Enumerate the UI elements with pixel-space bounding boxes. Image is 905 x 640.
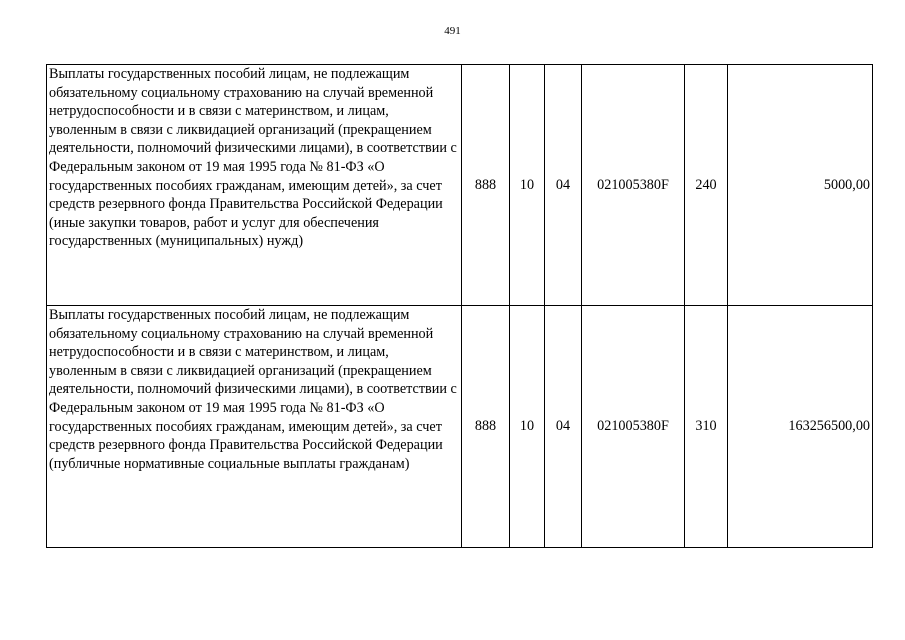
ministry-code: 888 xyxy=(462,65,510,306)
row-description: Выплаты государственных пособий лицам, не подлежащим обязательному социальному страхованию на случай временной нетрудоспособности и в связи с материнством, и лицам, уволенным в связи с ликвидацией организаций (прекращением деятельности, полномочий физическими лицами), в соответствии с Федеральным законом от 19 мая 1995 года № 81-ФЗ «О государственных пособиях гражданам, имеющим детей», за счет средств резервного фонда Правительства Российской Федерации (публичные нормативные социальные выплаты гражданам) xyxy=(47,306,462,548)
expense-type-code: 240 xyxy=(685,65,728,306)
subsection-code: 04 xyxy=(545,306,582,548)
table-row xyxy=(47,306,873,548)
amount-value: 163256500,00 xyxy=(728,306,873,548)
page-number: 491 xyxy=(444,25,461,37)
row-description: Выплаты государственных пособий лицам, не подлежащим обязательному социальному страхованию на случай временной нетрудоспособности и в связи с материнством, и лицам, уволенным в связи с ликвидацией организаций (прекращением деятельности, полномочий физическими лицами), в соответствии с Федеральным законом от 19 мая 1995 года № 81-ФЗ «О государственных пособиях гражданам, имеющим детей», за счет средств резервного фонда Правительства Российской Федерации (иные закупки товаров, работ и услуг для обеспечения государственных (муниципальных) нужд) xyxy=(47,65,462,306)
budget-table xyxy=(46,64,873,548)
section-code: 10 xyxy=(510,306,545,548)
section-code: 10 xyxy=(510,65,545,306)
ministry-code: 888 xyxy=(462,306,510,548)
table-row xyxy=(47,65,873,306)
subsection-code: 04 xyxy=(545,65,582,306)
amount-value: 5000,00 xyxy=(728,65,873,306)
expense-type-code: 310 xyxy=(685,306,728,548)
target-article-code: 021005380F xyxy=(582,65,685,306)
target-article-code: 021005380F xyxy=(582,306,685,548)
